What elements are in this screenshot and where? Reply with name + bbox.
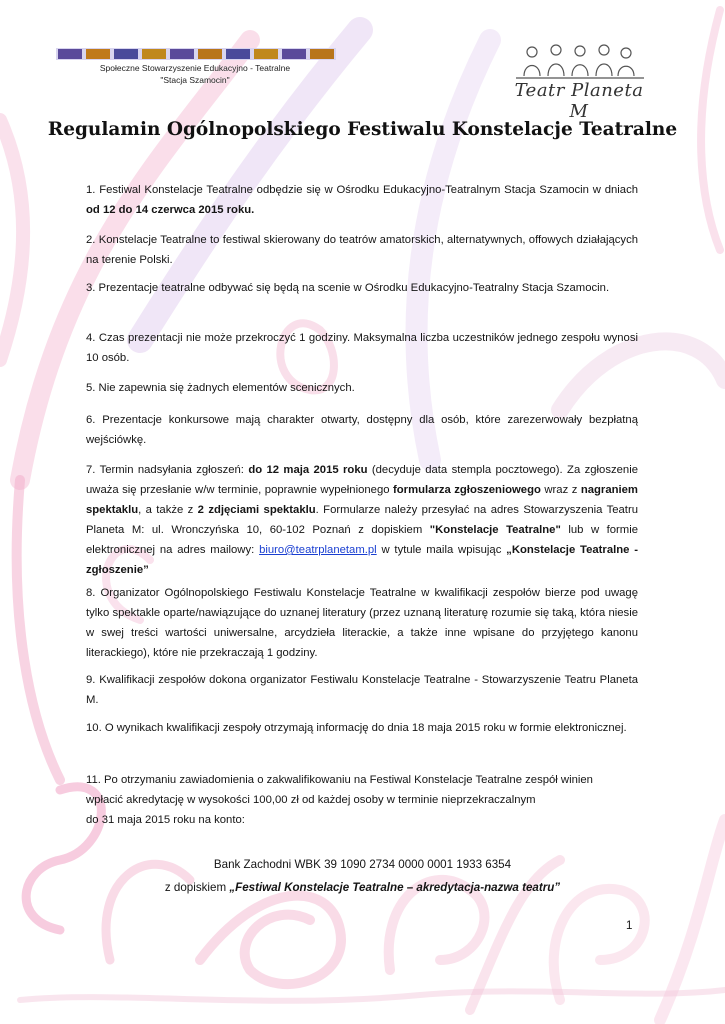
logo-strip-icon: [56, 46, 336, 62]
document-title: Regulamin Ogólnopolskiego Festiwalu Konstelacje Teatralne: [47, 119, 678, 140]
theatre-logo: [504, 42, 654, 122]
page-number: 1: [626, 920, 633, 932]
paragraph-4: 4. Czas prezentacji nie może przekroczyć 1 godziny. Maksymalna liczba uczestników jednego zespołu wynosi 10 osób.: [86, 332, 638, 364]
paragraph-3: 3. Prezentacje teatralne odbywać się będą na scenie w Ośrodku Edukacyjno-Teatralny Stacja Szamocin.: [86, 282, 610, 294]
paragraph-10: 10. O wynikach kwalifikacji zespoły otrzymają informację do dnia 18 maja 2015 roku w formie elektronicznej.: [86, 722, 627, 734]
email-link[interactable]: biuro@teatrplanetam.pl: [259, 544, 377, 556]
association-logo: [52, 46, 338, 94]
paragraph-9: 9. Kwalifikacji zespołów dokona organizator Festiwalu Konstelacje Teatralne - Stowarzyszenie Teatru Planeta M.: [86, 674, 638, 706]
audience-figures-icon: [504, 42, 654, 82]
association-subname: "Stacja Szamocin": [160, 75, 230, 85]
paragraph-1: 1. Festiwal Konstelacje Teatralne odbędzie się w Ośrodku Edukacyjno-Teatralnym Stacja Szamocin w dniach od 12 do 14 czerwca 2015 roku.: [86, 184, 638, 216]
paragraph-8: 8. Organizator Ogólnopolskiego Festiwalu Konstelacje Teatralne w kwalifikacji zespołów bierze pod uwagę tylko spektakle oparte/nawiązujące do uznanej literatury (przez uznaną literaturę rozumie się taką, która niesie w swej treści wartości uniwersalne, arcydzieła literackie, a także inne wpisane do przyjętego kanonu literackiego), które nie przekraczają 1 godziny.: [86, 587, 638, 659]
paragraph-5: 5. Nie zapewnia się żadnych elementów scenicznych.: [86, 382, 355, 394]
paragraph-2: 2. Konstelacje Teatralne to festiwal skierowany do teatrów amatorskich, alternatywnych, offowych działających na terenie Polski.: [86, 234, 638, 266]
paragraph-11: 11. Po otrzymaniu zawiadomienia o zakwalifikowaniu na Festiwal Konstelacje Teatralne zespół winien wpłacić akredytację w wysokości 100,00 zł od każdej osoby w terminie nieprzekraczalnym do 31 maja 2015 roku na konto:: [86, 774, 593, 826]
theatre-logo-text: Teatr Planeta M: [514, 80, 644, 122]
transfer-title-line: z dopiskiem „Festiwal Konstelacje Teatralne – akredytacja-nazwa teatru”: [164, 881, 561, 894]
paragraph-7: 7. Termin nadsyłania zgłoszeń: do 12 maja 2015 roku (decyduje data stempla pocztowego). Za zgłoszenie uważa się przesłanie w/w terminie, poprawnie wypełnionego formularza zgłoszeniowego wraz z nagraniem spektaklu, a także z 2 zdjęciami spektaklu. Formularze należy przesyłać na adres Stowarzyszenia Teatru Planeta M: ul. Wronczyńska 10, 60-102 Poznań z dopiskiem "Konstelacje Teatralne" lub w formie elektronicznej na adres mailowy: biuro@teatrplanetam.pl w tytule maila wpisując „Konstelacje Teatralne - zgłoszenie”: [86, 464, 639, 576]
paragraph-6: 6. Prezentacje konkursowe mają charakter otwarty, dostępny dla osób, które zarezerwowały bezpłatną wejściówkę.: [86, 414, 638, 446]
bank-account-line: Bank Zachodni WBK 39 1090 2734 0000 0001 1933 6354: [213, 858, 512, 871]
association-name: Społeczne Stowarzyszenie Edukacyjno - Teatralne: [99, 63, 291, 73]
